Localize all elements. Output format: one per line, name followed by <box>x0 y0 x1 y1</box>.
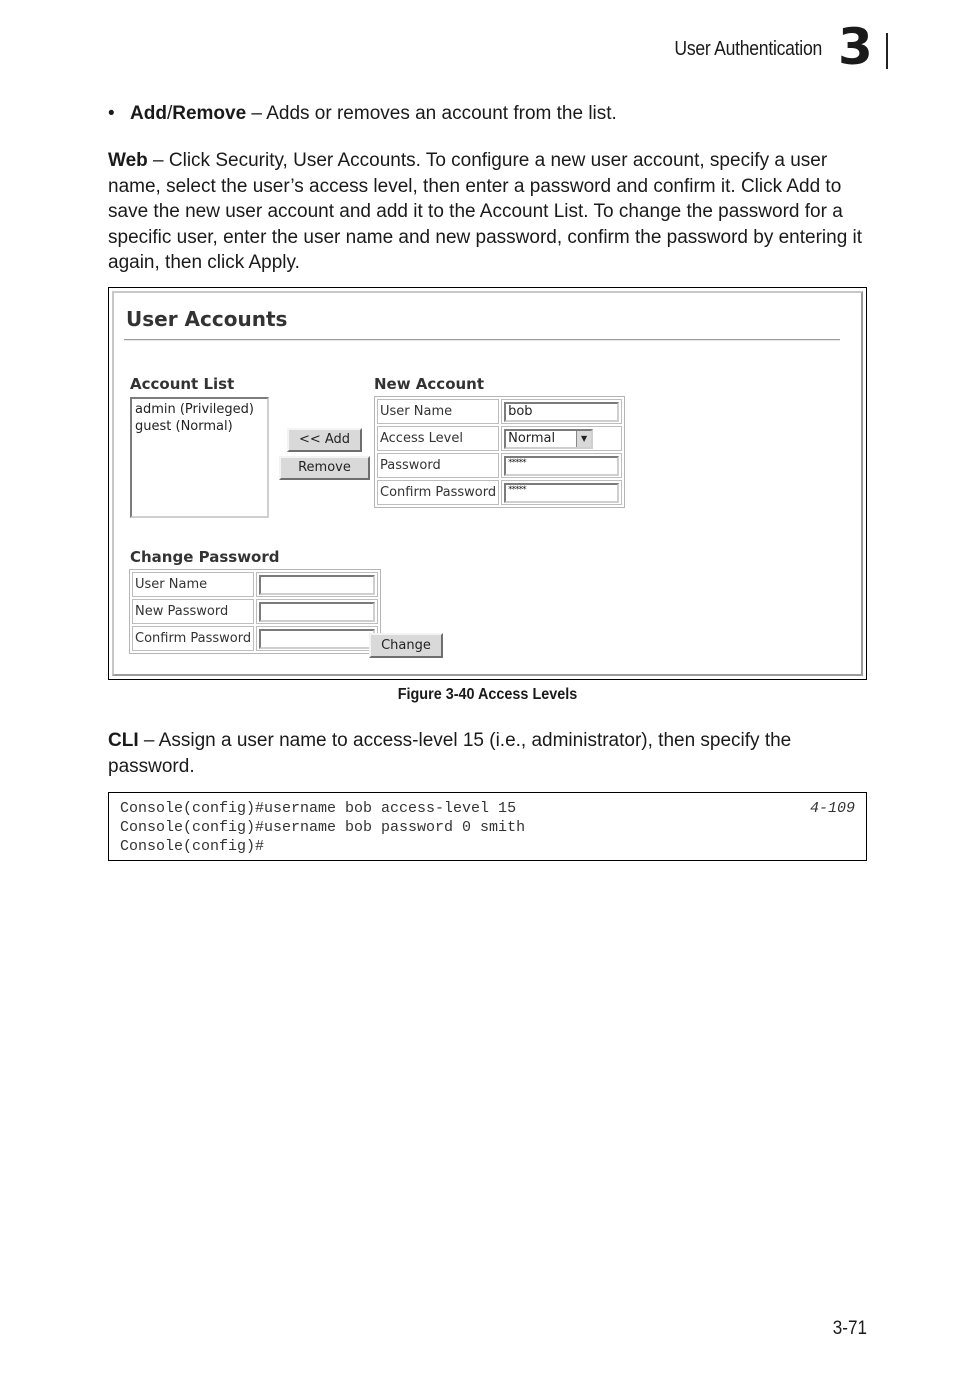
field-label: User Name <box>132 572 254 597</box>
table-row <box>132 626 378 651</box>
code-line <box>120 837 855 856</box>
term-remove: Remove <box>172 103 247 124</box>
figure-screenshot <box>108 287 867 680</box>
table-row <box>132 599 378 624</box>
web-text: – Click Security, User Accounts. To configure a new user account, specify a user name, select the user’s access level, then enter a password and confirm it. Click Add to save the new user account and add it to the Account List. To change the password for a specific user, enter the user name and new password, confirm the password by entering it again, then click Apply. <box>108 150 863 273</box>
access-level-value: Normal <box>508 430 556 446</box>
bullet-add-remove <box>108 101 878 127</box>
cli-paragraph <box>108 728 878 779</box>
bullet-text: – Adds or removes an account from the list. <box>246 103 617 124</box>
field-label: Password <box>377 453 499 478</box>
code-text: Console(config)# <box>120 838 265 855</box>
new-account-label: New Account <box>374 375 485 393</box>
change-user-name-input[interactable] <box>259 575 375 595</box>
term-slash: / <box>166 103 173 124</box>
code-block <box>108 792 867 861</box>
bullet-icon: • <box>108 103 115 124</box>
code-text: Console(config)#username bob access-level 15 <box>120 800 517 817</box>
access-level-select[interactable] <box>504 429 593 449</box>
remove-button[interactable]: Remove <box>279 456 370 480</box>
code-reference: 4-109 <box>809 800 855 817</box>
change-confirm-password-input[interactable] <box>259 629 375 649</box>
header-title: User Authentication <box>674 38 822 60</box>
web-paragraph <box>108 148 878 276</box>
table-row <box>377 453 622 478</box>
field-label: User Name <box>377 399 499 424</box>
change-new-password-input[interactable] <box>259 602 375 622</box>
new-confirm-password-input[interactable]: ***** <box>504 483 619 503</box>
new-user-name-input[interactable]: bob <box>504 402 619 422</box>
list-item[interactable]: admin (Privileged) <box>135 402 254 417</box>
table-row <box>377 480 622 505</box>
user-accounts-panel <box>112 291 863 676</box>
change-password-table <box>129 569 381 654</box>
change-button[interactable]: Change <box>369 633 443 658</box>
cli-lead: CLI <box>108 730 139 751</box>
account-list-box[interactable] <box>130 397 269 518</box>
chevron-down-icon[interactable]: ▼ <box>576 431 591 447</box>
panel-title: User Accounts <box>126 307 288 331</box>
table-row <box>132 572 378 597</box>
list-item[interactable]: guest (Normal) <box>135 419 233 434</box>
change-password-label: Change Password <box>130 548 280 566</box>
field-label: Access Level <box>377 426 499 451</box>
code-line <box>120 799 855 818</box>
page-number: 3-71 <box>832 1318 867 1339</box>
new-account-table <box>374 396 625 508</box>
code-line <box>120 818 855 837</box>
cli-text: – Assign a user name to access-level 15 (i.e., administrator), then specify the password. <box>108 730 792 777</box>
add-button[interactable]: << Add <box>287 428 362 452</box>
term-add: Add <box>130 103 167 124</box>
field-label: Confirm Password <box>132 626 254 651</box>
field-label: Confirm Password <box>377 480 499 505</box>
web-lead: Web <box>108 150 148 171</box>
new-password-input[interactable]: ***** <box>504 456 619 476</box>
table-row <box>377 399 622 424</box>
account-list-label: Account List <box>130 375 235 393</box>
field-label: New Password <box>132 599 254 624</box>
chapter-number: 3 <box>838 18 873 76</box>
table-row <box>377 426 622 451</box>
title-divider <box>124 339 840 341</box>
code-text: Console(config)#username bob password 0 smith <box>120 819 526 836</box>
figure-caption: Figure 3-40 Access Levels <box>397 686 578 703</box>
chapter-rule <box>886 33 888 69</box>
